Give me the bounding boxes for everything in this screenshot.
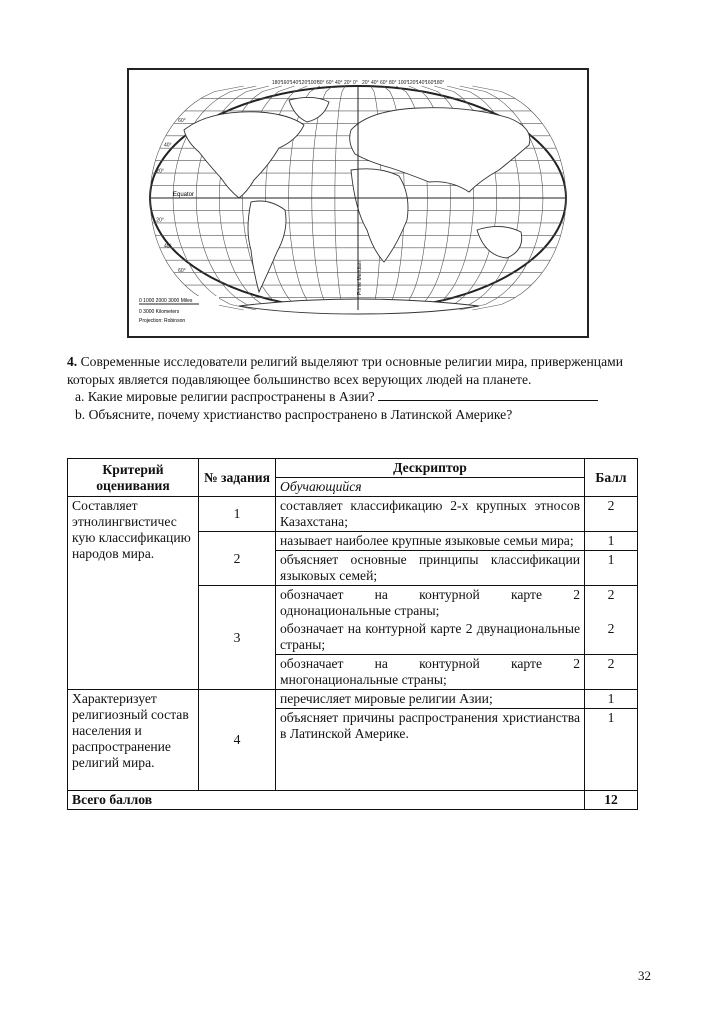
descriptor: объясняет причины распространения христианства в Латинской Америке. bbox=[276, 709, 585, 791]
descriptor: обозначает на контурной карте 2 двунациональные страны; bbox=[276, 620, 585, 655]
latitude-label: 40° bbox=[164, 142, 172, 149]
question-number: 4. bbox=[67, 354, 78, 369]
equator-label: Equator bbox=[173, 192, 195, 198]
world-map-svg bbox=[129, 70, 587, 336]
latitude-label: 60° bbox=[178, 118, 186, 124]
world-map-figure bbox=[127, 68, 589, 338]
longitude-label: 40° bbox=[371, 80, 379, 86]
question-a bbox=[67, 388, 647, 406]
projection-label: Projection: Robinson bbox=[139, 318, 186, 324]
latitude-label: 60° bbox=[178, 268, 186, 274]
total-row bbox=[68, 791, 638, 810]
task-number: 2 bbox=[199, 532, 276, 586]
scale-legend bbox=[137, 296, 219, 330]
table-row bbox=[68, 690, 638, 709]
total-score: 12 bbox=[585, 791, 638, 810]
longitude-label: 140° bbox=[416, 80, 427, 86]
score: 2 bbox=[585, 655, 638, 690]
longitude-label: 180° bbox=[434, 80, 445, 86]
descriptor: обозначает на контурной карте 2 многонациональные страны; bbox=[276, 655, 585, 690]
header-score: Балл bbox=[585, 459, 638, 497]
table-header-row bbox=[68, 459, 638, 478]
task-number: 1 bbox=[199, 497, 276, 532]
question-body: Современные исследователи религий выделяют три основные религии мира, приверженцами которых является подавляющее большинство всех верующих людей на планете. bbox=[67, 354, 623, 387]
score: 1 bbox=[585, 551, 638, 586]
longitude-label: 180° bbox=[271, 80, 283, 86]
descriptor: обозначает на контурной карте 2 однонациональные страны; bbox=[276, 586, 585, 621]
answer-blank bbox=[378, 388, 598, 401]
total-label: Всего баллов bbox=[68, 791, 585, 810]
question-b: b. Объясните, почему христианство распространено в Латинской Америке? bbox=[75, 406, 513, 422]
score: 1 bbox=[585, 532, 638, 551]
latitude-label: 20° bbox=[156, 168, 164, 175]
longitude-label: 60° bbox=[380, 80, 388, 86]
score: 2 bbox=[585, 497, 638, 532]
score: 1 bbox=[585, 709, 638, 791]
descriptor: объясняет основные принципы классификации языковых семей; bbox=[276, 551, 585, 586]
latitude-label: 20° bbox=[156, 217, 164, 224]
longitude-label: 0° bbox=[353, 80, 358, 86]
longitude-label: 120° bbox=[298, 80, 310, 86]
longitude-label: 20° bbox=[362, 80, 370, 86]
criterion-1: Составляет этнолингвистичес кую классификацию народов мира. bbox=[68, 497, 199, 690]
scale-km: 0 3000 Kilometers bbox=[139, 309, 180, 315]
task-number: 3 bbox=[199, 586, 276, 690]
header-descriptor-sub: Обучающийся bbox=[276, 478, 585, 497]
latitude-label: 40° bbox=[164, 243, 172, 250]
header-task-no: № задания bbox=[199, 459, 276, 497]
longitude-label: 100° bbox=[308, 80, 319, 86]
longitude-label: 80° bbox=[317, 80, 325, 86]
prime-meridian-label: Prime Meridian bbox=[357, 261, 363, 295]
longitude-label: 40° bbox=[335, 80, 343, 86]
task-number: 4 bbox=[199, 690, 276, 791]
question-text bbox=[67, 353, 647, 388]
score: 2 bbox=[585, 620, 638, 655]
longitude-label: 140° bbox=[289, 80, 301, 86]
scale-miles: 0 1000 2000 3000 Miles bbox=[139, 298, 193, 304]
page-number: 32 bbox=[638, 968, 651, 983]
header-criterion: Критерий оценивания bbox=[68, 459, 199, 497]
longitude-label: 60° bbox=[326, 80, 334, 86]
longitude-label: 120° bbox=[407, 80, 418, 86]
score: 2 bbox=[585, 586, 638, 621]
table-row bbox=[68, 497, 638, 532]
question-block bbox=[67, 353, 647, 423]
score: 1 bbox=[585, 690, 638, 709]
longitude-label: 160° bbox=[280, 80, 292, 86]
question-a-text: a. Какие мировые религии распространены в Азии? bbox=[75, 389, 375, 404]
header-descriptor: Дескриптор bbox=[276, 459, 585, 478]
descriptor: перечисляет мировые религии Азии; bbox=[276, 690, 585, 709]
criterion-2: Характеризует религиозный состав населения и распространение религий мира. bbox=[68, 690, 199, 791]
descriptor: составляет классификацию 2-х крупных этносов Казахстана; bbox=[276, 497, 585, 532]
longitude-label: 160° bbox=[425, 80, 436, 86]
rubric-table bbox=[67, 458, 638, 810]
longitude-label: 100° bbox=[398, 80, 409, 86]
longitude-label: 80° bbox=[389, 80, 397, 86]
descriptor: называет наиболее крупные языковые семьи мира; bbox=[276, 532, 585, 551]
longitude-label: 20° bbox=[344, 80, 352, 86]
